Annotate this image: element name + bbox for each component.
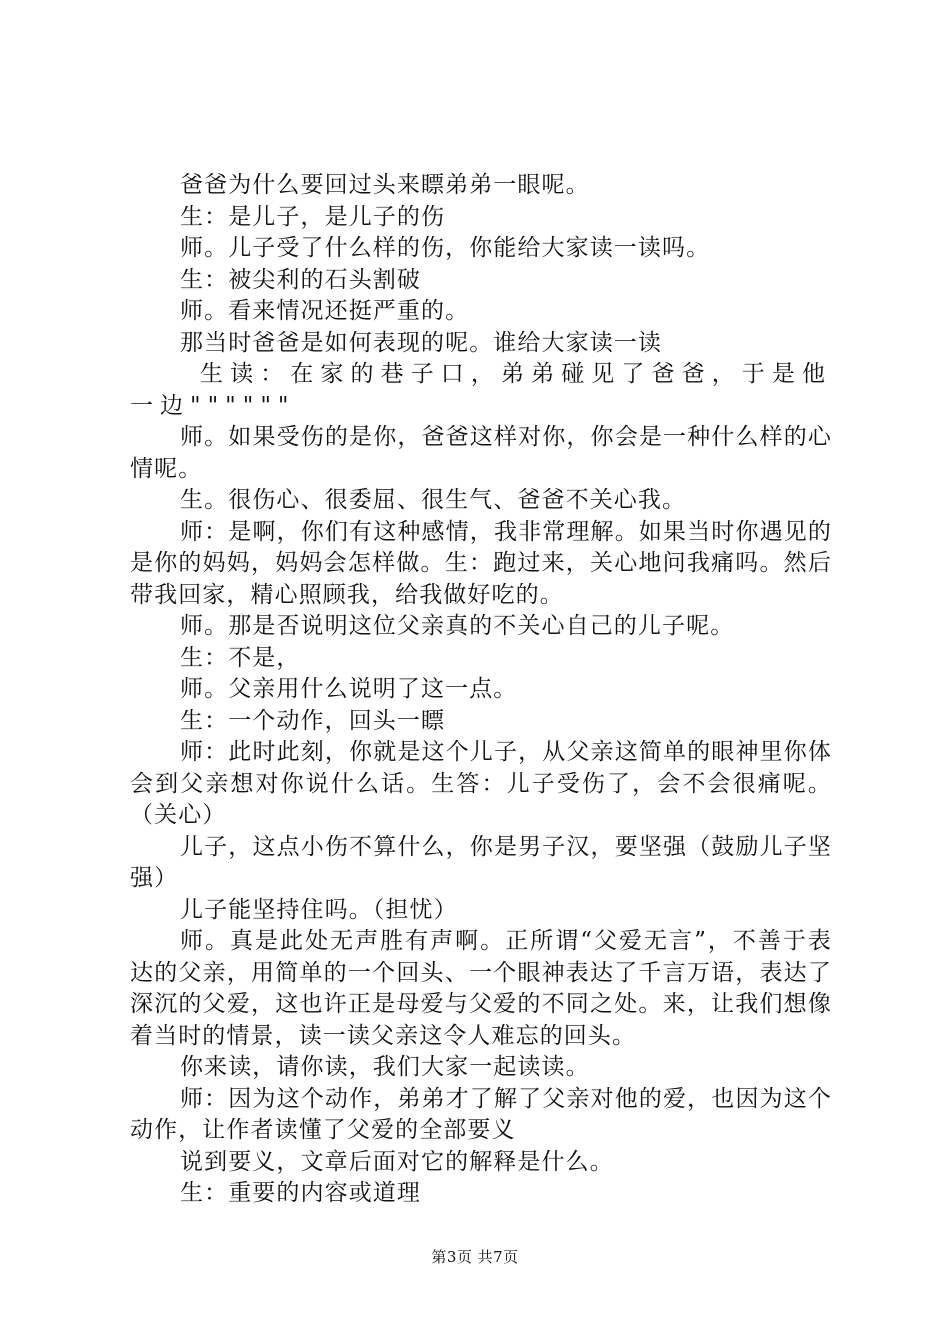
- paragraph: 师。父亲用什么说明了这一点。: [180, 676, 518, 702]
- paragraph: 师。那是否说明这位父亲真的不关心自己的儿子呢。: [180, 613, 735, 639]
- paragraph: 生。很伤心、很委屈、很生气、爸爸不关心我。: [180, 487, 687, 513]
- paragraph: 儿子能坚持住吗。（担忧）: [180, 896, 458, 923]
- paragraph: 生读：在家的巷子口，弟弟碰见了爸爸，于是他一边"""""": [130, 361, 832, 419]
- paragraph: 你来读，请你读，我们大家一起读读。: [180, 1054, 590, 1080]
- document-body: [130, 170, 832, 1210]
- paragraph: 生：被尖利的石头割破: [180, 266, 421, 293]
- paragraph: 生：一个动作，回头一瞟: [180, 707, 446, 734]
- page-footer: [0, 1246, 950, 1267]
- paragraph: 生：是儿子，是儿子的伤: [180, 203, 446, 230]
- paragraph: 师。真是此处无声胜有声啊。正所谓“父爱无言”，不善于表达的父亲，用简单的一个回头、一个眼神表达了千言万语，表达了深沉的父爱，这也许正是母爱与父爱的不同之处。来，让我们想像着当时的情景，读一读父亲这令人难忘的回头。: [130, 928, 832, 1049]
- paragraph: 儿子，这点小伤不算什么，你是男子汉，要坚强（鼓励儿子坚强）: [130, 833, 832, 891]
- paragraph: 师。看来情况还挺严重的。: [180, 298, 470, 324]
- paragraph: 师：是啊，你们有这种感情，我非常理解。如果当时你遇见的是你的妈妈，妈妈会怎样做。生：跑过来，关心地问我痛吗。然后带我回家，精心照顾我，给我做好吃的。: [130, 518, 832, 608]
- paragraph: 生：重要的内容或道理: [180, 1180, 421, 1206]
- page-number: 第3页 共7页: [431, 1248, 519, 1266]
- paragraph: 师：因为这个动作，弟弟才了解了父亲对他的爱，也因为这个动作，让作者读懂了父爱的全部要义: [130, 1085, 832, 1143]
- paragraph: 师。如果受伤的是你，爸爸这样对你，你会是一种什么样的心情呢。: [130, 424, 832, 482]
- paragraph: 师。儿子受了什么样的伤，你能给大家读一读吗。: [180, 235, 711, 261]
- paragraph: 师：此时此刻，你就是这个儿子，从父亲这简单的眼神里你体会到父亲想对你说什么话。生答：儿子受伤了，会不会很痛呢。（关心）: [130, 739, 832, 828]
- paragraph: 生：不是，: [180, 644, 301, 671]
- paragraph: 那当时爸爸是如何表现的呢。谁给大家读一读: [180, 329, 662, 356]
- paragraph: 爸爸为什么要回过头来瞟弟弟一眼呢。: [180, 172, 590, 198]
- paragraph: 说到要义，文章后面对它的解释是什么。: [180, 1148, 614, 1175]
